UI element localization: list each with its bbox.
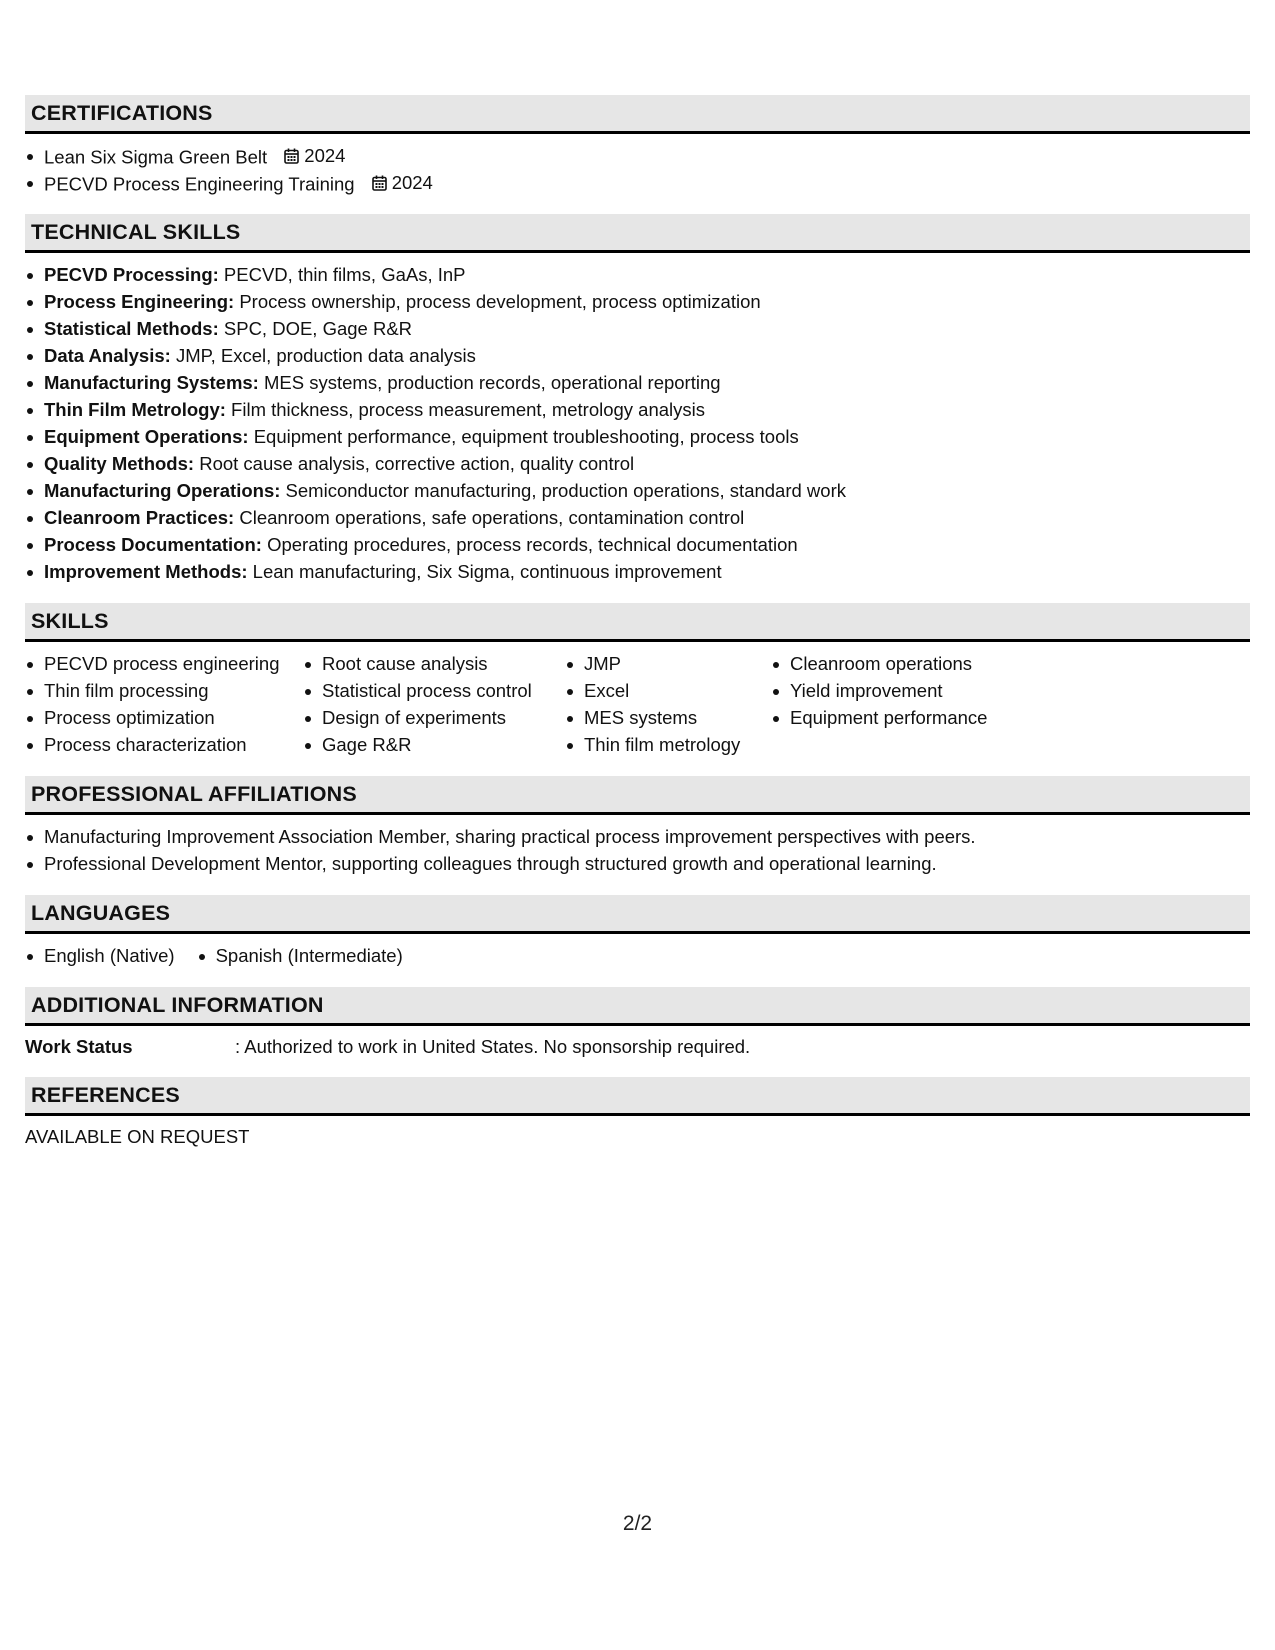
skills-column bbox=[303, 650, 565, 758]
skill-item: Cleanroom operations bbox=[771, 650, 1031, 677]
skill-values: Root cause analysis, corrective action, quality control bbox=[199, 453, 635, 474]
skills-section bbox=[25, 603, 1250, 758]
references-text: AVAILABLE ON REQUEST bbox=[25, 1126, 250, 1147]
section-title: CERTIFICATIONS bbox=[31, 101, 213, 125]
skill-values: Semiconductor manufacturing, production operations, standard work bbox=[285, 480, 846, 501]
skill-item: Yield improvement bbox=[771, 677, 1031, 704]
certifications-section bbox=[25, 95, 1250, 196]
certification-name: PECVD Process Engineering Training bbox=[44, 173, 355, 195]
technical-skill-item bbox=[25, 342, 1250, 369]
skill-item: Design of experiments bbox=[303, 704, 565, 731]
section-header bbox=[25, 776, 1250, 815]
technical-skill-item bbox=[25, 315, 1250, 342]
affiliations-list bbox=[25, 823, 1250, 877]
certification-date bbox=[284, 142, 345, 169]
technical-skill-item bbox=[25, 261, 1250, 288]
affiliations-section bbox=[25, 776, 1250, 877]
certification-item bbox=[25, 142, 1250, 169]
skills-column bbox=[565, 650, 771, 758]
skill-category: Manufacturing Systems: bbox=[44, 372, 259, 393]
language-item: Spanish (Intermediate) bbox=[197, 942, 403, 969]
skill-values: Film thickness, process measurement, metrology analysis bbox=[231, 399, 706, 420]
skill-item: MES systems bbox=[565, 704, 771, 731]
technical-skill-item bbox=[25, 477, 1250, 504]
section-title: TECHNICAL SKILLS bbox=[31, 220, 241, 244]
skill-values: Process ownership, process development, process optimization bbox=[239, 291, 761, 312]
work-status-row bbox=[25, 1035, 1250, 1059]
references-section bbox=[25, 1077, 1250, 1149]
skill-category: Improvement Methods: bbox=[44, 561, 248, 582]
certifications-list bbox=[25, 142, 1250, 196]
language-item: English (Native) bbox=[25, 942, 175, 969]
certification-date bbox=[372, 169, 433, 196]
work-status-label: Work Status bbox=[25, 1036, 133, 1057]
certification-item bbox=[25, 169, 1250, 196]
skill-item: Thin film metrology bbox=[565, 731, 771, 758]
section-header bbox=[25, 95, 1250, 134]
calendar-icon bbox=[284, 148, 299, 164]
work-status-value: : Authorized to work in United States. No sponsorship required. bbox=[235, 1036, 751, 1057]
skill-values: Cleanroom operations, safe operations, contamination control bbox=[239, 507, 745, 528]
section-header bbox=[25, 895, 1250, 934]
technical-skill-item bbox=[25, 423, 1250, 450]
skill-values: PECVD, thin films, GaAs, InP bbox=[223, 264, 466, 285]
skill-values: Operating procedures, process records, technical documentation bbox=[267, 534, 798, 555]
skill-values: JMP, Excel, production data analysis bbox=[175, 345, 476, 366]
affiliation-item: Professional Development Mentor, supporting colleagues through structured growth and operational learning. bbox=[25, 850, 1250, 877]
skill-category: PECVD Processing: bbox=[44, 264, 219, 285]
skill-category: Thin Film Metrology: bbox=[44, 399, 226, 420]
skill-values: MES systems, production records, operational reporting bbox=[264, 372, 721, 393]
languages-list bbox=[25, 942, 1250, 969]
section-title: REFERENCES bbox=[31, 1083, 180, 1107]
language-entry bbox=[25, 942, 175, 969]
language-entry bbox=[197, 942, 403, 969]
resume-page bbox=[25, 95, 1250, 1167]
technical-skill-item bbox=[25, 450, 1250, 477]
section-header bbox=[25, 603, 1250, 642]
skill-category: Manufacturing Operations: bbox=[44, 480, 281, 501]
page-number: 2/2 bbox=[622, 1512, 653, 1535]
skill-item: Process optimization bbox=[25, 704, 303, 731]
technical-skill-item bbox=[25, 558, 1250, 585]
section-header bbox=[25, 987, 1250, 1026]
skill-category: Equipment Operations: bbox=[44, 426, 249, 447]
additional-info-section bbox=[25, 987, 1250, 1059]
technical-skill-item bbox=[25, 504, 1250, 531]
technical-skills-section bbox=[25, 214, 1250, 585]
skill-values: SPC, DOE, Gage R&R bbox=[223, 318, 413, 339]
skill-category: Process Engineering: bbox=[44, 291, 235, 312]
technical-skill-item bbox=[25, 288, 1250, 315]
certification-name: Lean Six Sigma Green Belt bbox=[44, 146, 268, 168]
skill-item: Excel bbox=[565, 677, 771, 704]
skill-category: Process Documentation: bbox=[44, 534, 262, 555]
technical-skills-list bbox=[25, 261, 1250, 585]
skill-item: Process characterization bbox=[25, 731, 303, 758]
skills-column bbox=[25, 650, 303, 758]
skill-item: Root cause analysis bbox=[303, 650, 565, 677]
languages-section bbox=[25, 895, 1250, 969]
skills-column bbox=[771, 650, 1031, 758]
skill-item: Statistical process control bbox=[303, 677, 565, 704]
section-title: LANGUAGES bbox=[31, 901, 171, 925]
skill-item: Thin film processing bbox=[25, 677, 303, 704]
certification-year: 2024 bbox=[304, 145, 346, 166]
skill-values: Equipment performance, equipment troubleshooting, process tools bbox=[253, 426, 799, 447]
skill-values: Lean manufacturing, Six Sigma, continuous improvement bbox=[252, 561, 722, 582]
certification-year: 2024 bbox=[391, 172, 433, 193]
technical-skill-item bbox=[25, 396, 1250, 423]
skills-grid bbox=[25, 650, 1250, 758]
section-title: SKILLS bbox=[31, 609, 109, 633]
calendar-icon bbox=[372, 175, 387, 191]
skill-item: Gage R&R bbox=[303, 731, 565, 758]
skill-item: JMP bbox=[565, 650, 771, 677]
technical-skill-item bbox=[25, 531, 1250, 558]
skill-category: Quality Methods: bbox=[44, 453, 195, 474]
skill-category: Cleanroom Practices: bbox=[44, 507, 235, 528]
technical-skill-item bbox=[25, 369, 1250, 396]
section-header bbox=[25, 1077, 1250, 1116]
section-title: PROFESSIONAL AFFILIATIONS bbox=[31, 782, 357, 806]
section-title: ADDITIONAL INFORMATION bbox=[31, 993, 324, 1017]
skill-category: Statistical Methods: bbox=[44, 318, 219, 339]
section-header bbox=[25, 214, 1250, 253]
skill-item: Equipment performance bbox=[771, 704, 1031, 731]
affiliation-item: Manufacturing Improvement Association Member, sharing practical process improvement perspectives with peers. bbox=[25, 823, 1250, 850]
skill-category: Data Analysis: bbox=[44, 345, 171, 366]
skill-item: PECVD process engineering bbox=[25, 650, 303, 677]
